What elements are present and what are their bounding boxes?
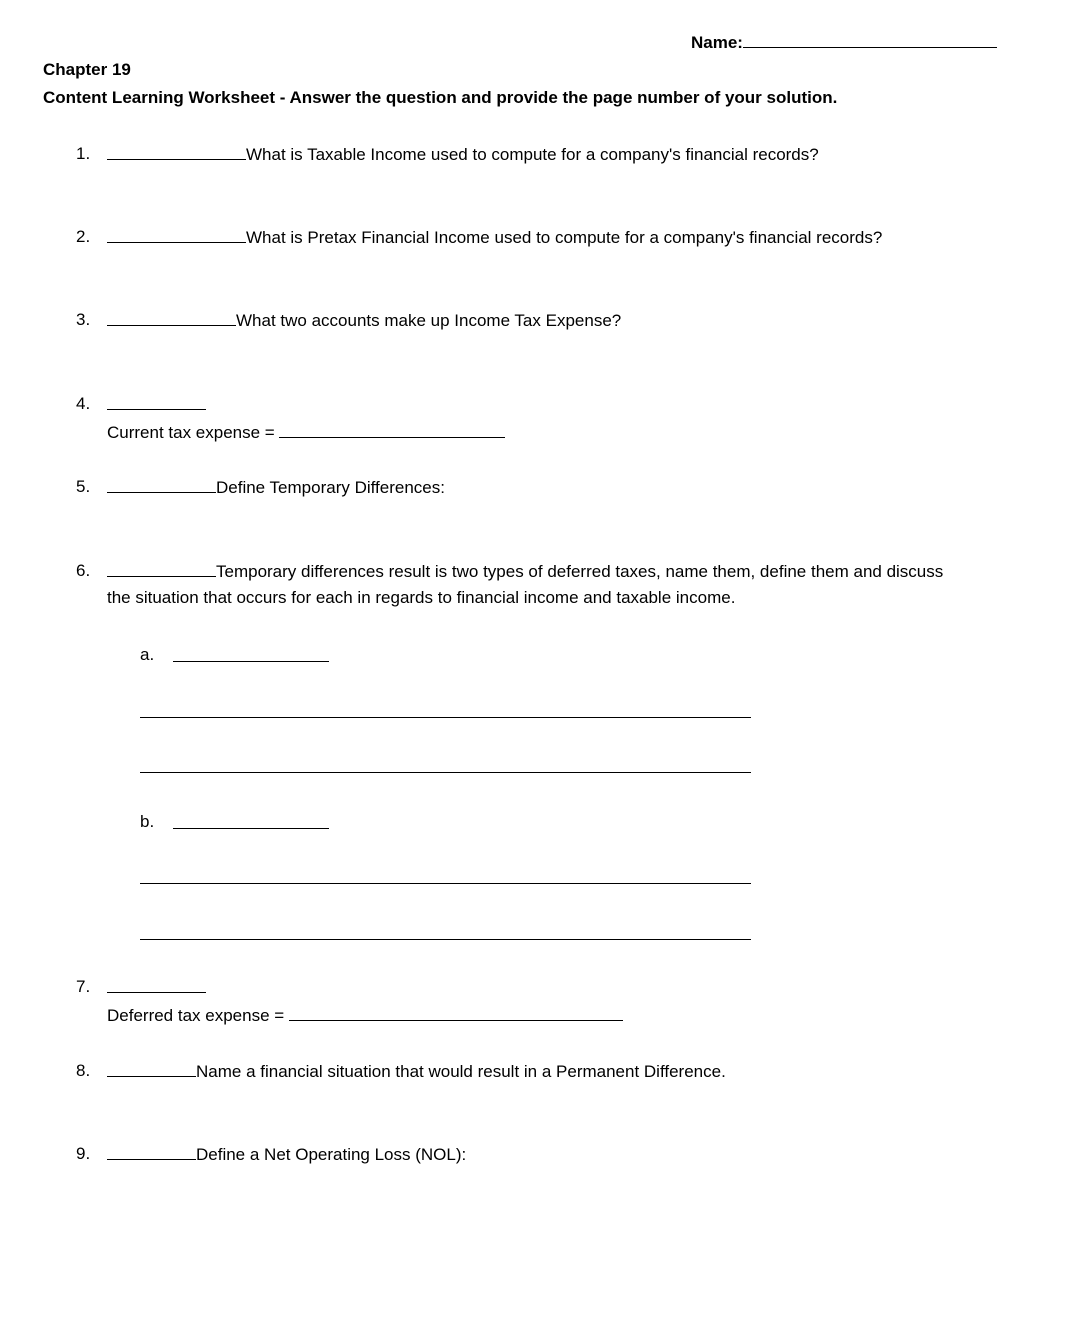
deferred-tax-expense-blank[interactable] xyxy=(289,1005,623,1021)
part-b-line-1[interactable] xyxy=(140,883,751,884)
current-tax-expense-blank[interactable] xyxy=(279,422,505,438)
current-tax-expense-label: Current tax expense = xyxy=(107,423,275,442)
deferred-tax-expense-label: Deferred tax expense = xyxy=(107,1006,285,1025)
question-8-answer-blank[interactable] xyxy=(107,1061,196,1077)
question-6-text-continued: the situation that occurs for each in regards to financial income and taxable income. xyxy=(107,588,736,607)
question-9 xyxy=(107,1144,466,1165)
part-b-line-2[interactable] xyxy=(140,939,751,940)
part-a-line-2[interactable] xyxy=(140,772,751,773)
part-a-line-1[interactable] xyxy=(140,717,751,718)
question-8-number: 8. xyxy=(76,1061,91,1080)
question-5-answer-blank[interactable] xyxy=(107,477,216,493)
question-7-answer-blank[interactable] xyxy=(107,977,206,993)
question-1-text: What is Taxable Income used to compute for a company's financial records? xyxy=(246,145,819,164)
name-label: Name: xyxy=(691,33,743,52)
part-b-label: b. xyxy=(140,812,155,831)
question-7 xyxy=(107,977,206,998)
name-blank[interactable] xyxy=(743,32,997,48)
question-4-formula xyxy=(107,422,505,443)
question-3 xyxy=(107,310,621,331)
question-9-number: 9. xyxy=(76,1144,91,1163)
question-5 xyxy=(107,477,445,498)
part-b-answer-blank[interactable] xyxy=(173,828,329,829)
question-6-text: Temporary differences result is two types of deferred taxes, name them, define them and discuss xyxy=(216,562,944,581)
question-7-number: 7. xyxy=(76,977,91,996)
question-6-number: 6. xyxy=(76,561,91,580)
question-8 xyxy=(107,1061,726,1082)
question-9-answer-blank[interactable] xyxy=(107,1144,196,1160)
question-1-answer-blank[interactable] xyxy=(107,144,246,160)
question-3-answer-blank[interactable] xyxy=(107,310,236,326)
part-a-answer-blank[interactable] xyxy=(173,661,329,662)
question-3-text: What two accounts make up Income Tax Expense? xyxy=(236,311,622,330)
question-4-number: 4. xyxy=(76,394,91,413)
part-a-label: a. xyxy=(140,645,155,664)
question-2-text: What is Pretax Financial Income used to compute for a company's financial records? xyxy=(246,228,883,247)
question-5-text: Define Temporary Differences: xyxy=(216,478,445,497)
worksheet-subtitle: Content Learning Worksheet - Answer the question and provide the page number of your solution. xyxy=(43,88,838,107)
question-1-number: 1. xyxy=(76,144,91,163)
question-1 xyxy=(107,144,819,165)
question-2 xyxy=(107,227,882,248)
question-7-formula xyxy=(107,1005,623,1026)
question-5-number: 5. xyxy=(76,477,91,496)
name-field xyxy=(691,32,997,53)
question-3-number: 3. xyxy=(76,310,91,329)
chapter-title: Chapter 19 xyxy=(43,60,131,79)
question-9-text: Define a Net Operating Loss (NOL): xyxy=(196,1145,467,1164)
question-6 xyxy=(107,561,943,582)
question-8-text: Name a financial situation that would result in a Permanent Difference. xyxy=(196,1062,726,1081)
question-2-number: 2. xyxy=(76,227,91,246)
question-2-answer-blank[interactable] xyxy=(107,227,246,243)
question-4 xyxy=(107,394,206,415)
question-6-answer-blank[interactable] xyxy=(107,561,216,577)
question-4-answer-blank[interactable] xyxy=(107,394,206,410)
